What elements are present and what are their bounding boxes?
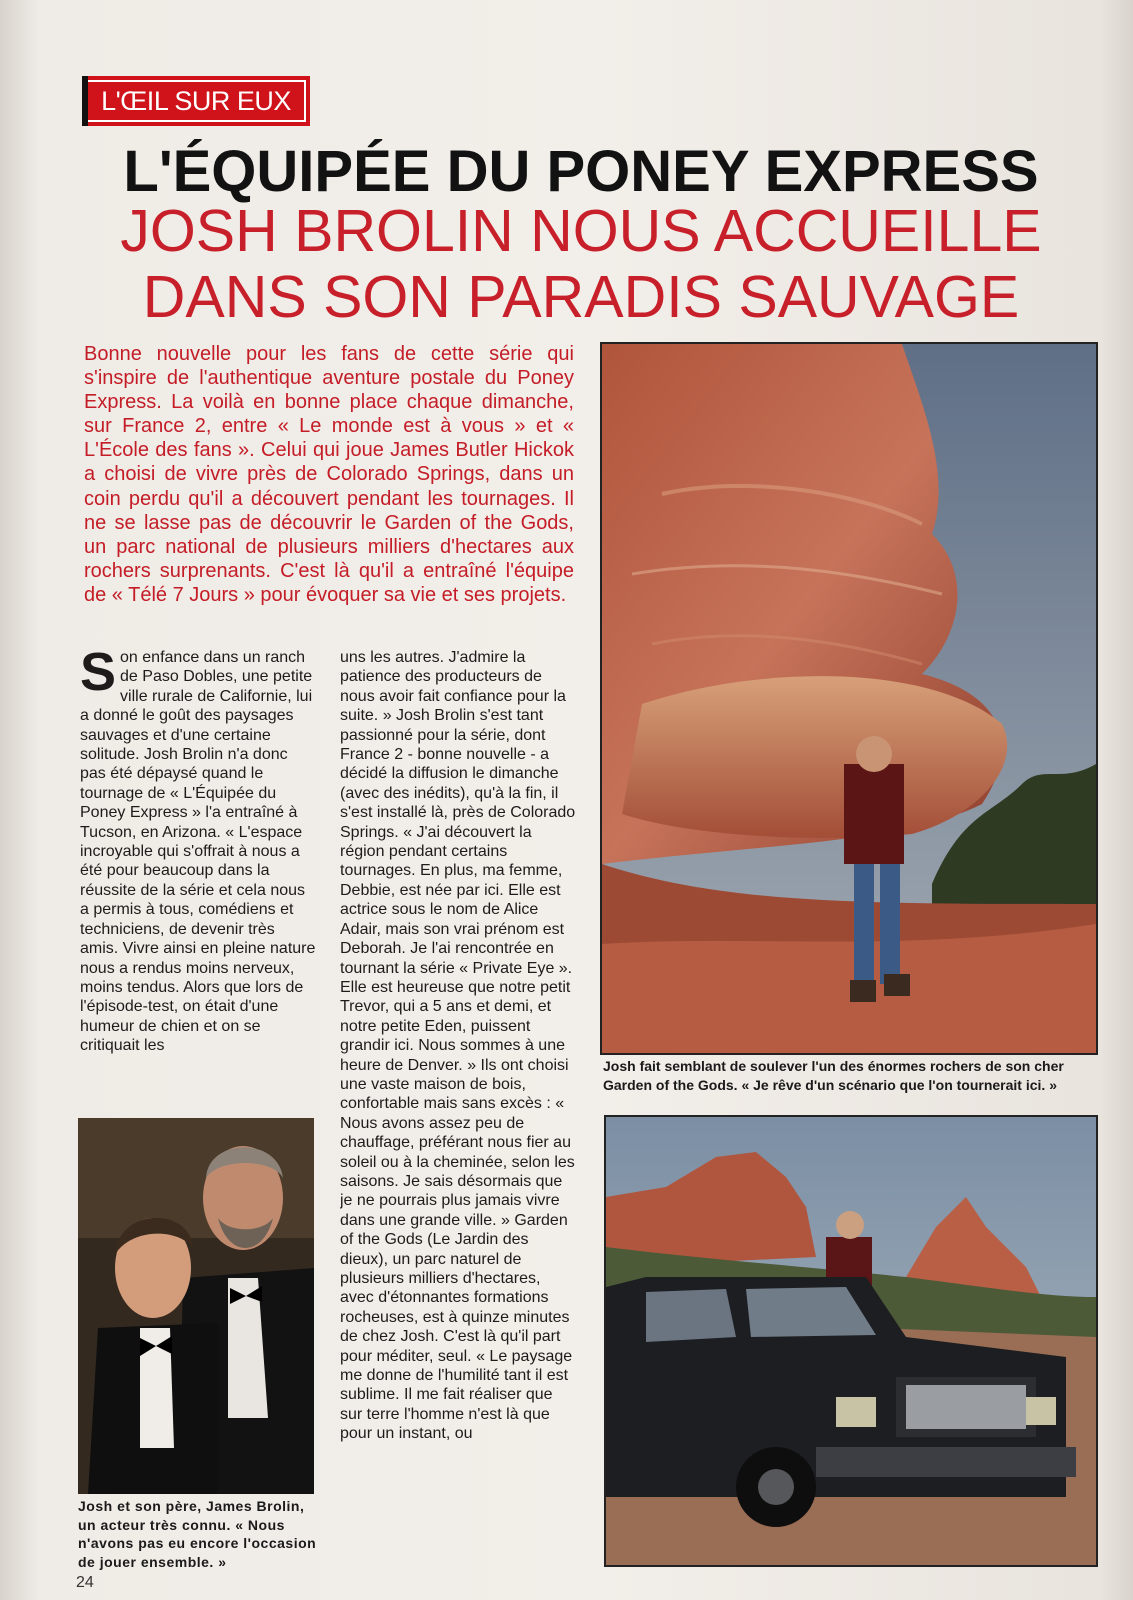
rubric-label: L'ŒIL SUR EUX [86,80,306,122]
body-column-2 [340,648,578,1568]
subheadline [86,198,1076,330]
photo-father-son [78,1118,314,1494]
headline: L'ÉQUIPÉE DU PONEY EXPRESS [123,139,1039,204]
body-column-1 [80,648,316,1098]
subhead-line-2: DANS SON PARADIS SAUVAGE [142,264,1020,330]
section-rubric [82,76,310,126]
lead-paragraph: Bonne nouvelle pour les fans de cette série qui s'inspire de l'authentique aventure postale du Poney Express. La voilà en bonne place chaque dimanche, sur France 2, entre « Le monde est à vous » et « L'École des fans ». Celui qui joue James Butler Hickok a choisi de vivre près de Colorado Springs, dans un coin perdu qu'il a découvert pendant les tournages. Il ne se lasse pas de découvrir le Garden of the Gods, un parc national de plusieurs milliers d'hectares aux rochers surprenants. C'est là qu'il a entraîné l'équipe de « Télé 7 Jours » pour évoquer sa vie et ses projets. [84,343,574,606]
photo-jeep [604,1115,1098,1567]
rubric-bar [82,76,88,126]
caption-father-photo: Josh et son père, James Brolin, un acteur très connu. « Nous n'avons pas eu encore l'occasion de jouer ensemble. » [78,1498,317,1570]
drop-cap: S [80,648,117,702]
photo-rock [600,342,1098,1055]
page-number: 24 [76,1574,94,1591]
subhead-line-1: JOSH BROLIN NOUS ACCUEILLE [120,198,1042,264]
body-text-1: on enfance dans un ranch de Paso Dobles, une petite ville rurale de Californie, lui a donné le goût des paysages sauvages et d'une certaine solitude. Josh Brolin n'a donc pas été dépaysé quand le tournage de « L'Équipée du Poney Express » l'a entraîné à Tucson, en Arizona. « L'espace incroyable qui s'offrait à nous a été pour beaucoup dans la réussite de la série et cela nous a permis à tous, comédiens et techniciens, de devenir très amis. Vivre ainsi en pleine nature nous a rendus moins nerveux, moins tendus. Alors que lors de l'épisode-test, on était d'une humeur de chien et on se critiquait les [80,649,316,1055]
body-text-2: uns les autres. J'admire la patience des producteurs de nous avoir fait confiance pour la suite. » Josh Brolin s'est tant passionné pour la série, dont France 2 - bonne nouvelle - a décidé la diffusion le dimanche (avec des inédits), qu'à la fin, il s'est installé là, près de Colorado Springs. « J'ai découvert la région pendant certains tournages. En plus, ma femme, Debbie, est née par ici. Elle est actrice sous le nom de Alice Adair, mais son vrai prénom est Deborah. Je l'ai rencontrée en tournant la série « Private Eye ». Elle est heureuse que notre petit Trevor, qui a 5 ans et demi, et notre petite Eden, puissent grandir ici. Nous sommes à une heure de Denver. » Ils ont choisi une vaste maison de bois, confortable mais sans excès : « Nous avons assez peu de chauffage, préférant nous fier au soleil ou à la cheminée, selon les saisons. Je sais désormais que je ne pourrais plus jamais vivre dans une grande ville. » Garden of the Gods (Le Jardin des dieux), un parc naturel de plusieurs milliers d'hectares, avec d'étonnantes formations rocheuses, est à quinze minutes de chez Josh. C'est là qu'il part pour méditer, seul. « Le paysage me donne de l'humilité tant il est sublime. Il me fait réaliser que sur terre l'homme n'est là que pour un instant, ou [340,649,576,1443]
caption-rock-photo: Josh fait semblant de soulever l'un des énormes rochers de son cher Garden of the Gods. « Je rêve d'un scénario que l'on tournerait ici. » [603,1058,1064,1093]
